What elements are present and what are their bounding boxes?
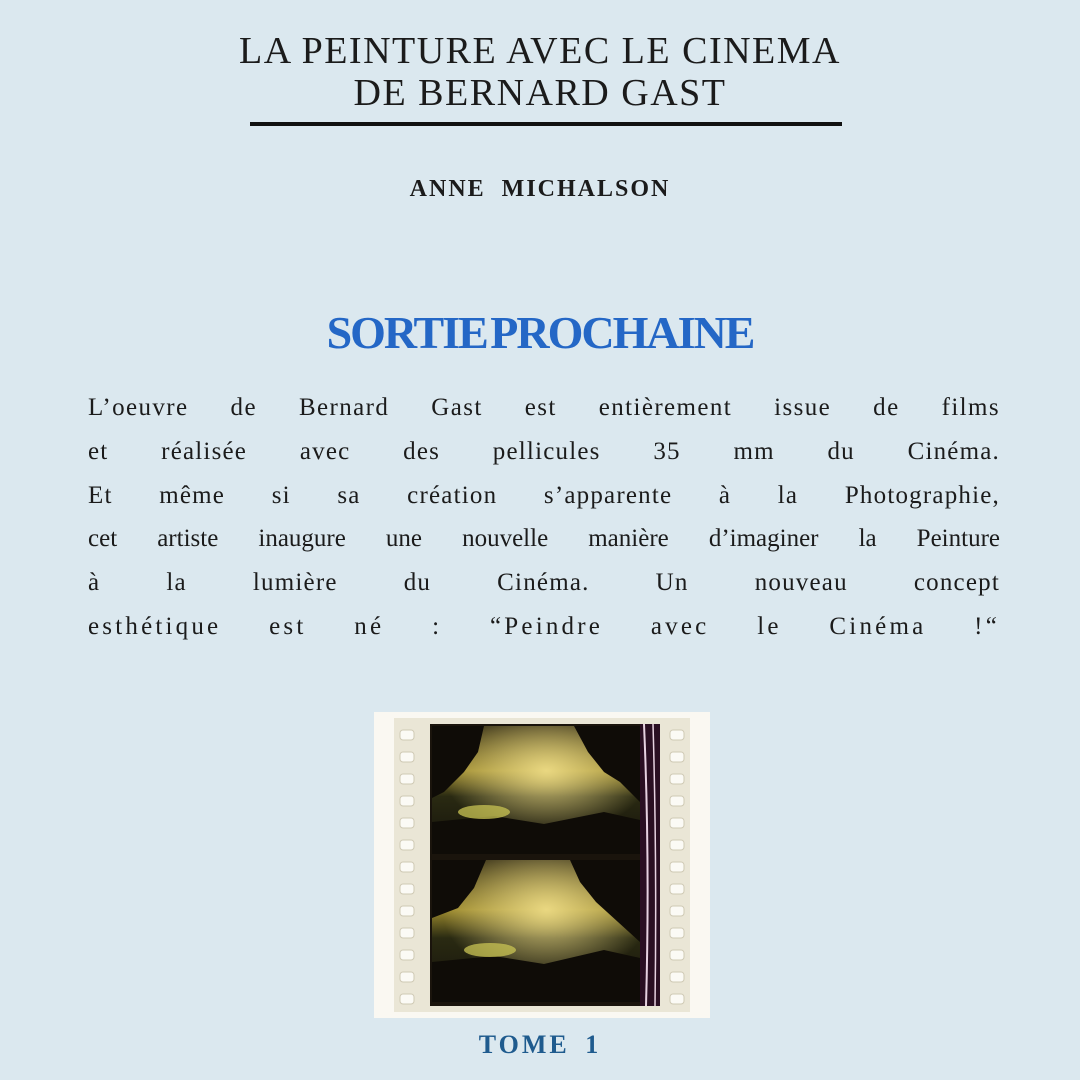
paragraph-line: Et même si sa création s’apparente à la Photographie,	[88, 481, 1000, 509]
description-paragraph	[88, 386, 1000, 649]
title-line-2: DE BERNARD GAST	[353, 72, 727, 114]
paragraph-line: et réalisée avec des pellicules 35 mm du Cinéma.	[88, 437, 1000, 465]
author-name: ANNE MICHALSON	[409, 176, 671, 202]
release-headline: SORTIE PROCHAINE	[326, 307, 754, 358]
book-title	[0, 30, 1080, 114]
paragraph-line: esthétique est né : “Peindre avec le Cinéma !“	[88, 612, 1000, 640]
film-strip-illustration	[374, 712, 710, 1018]
title-line-1: LA PEINTURE AVEC LE CINEMA	[239, 30, 841, 72]
volume-label: TOME 1	[478, 1030, 602, 1059]
paragraph-line: cet artiste inaugure une nouvelle manière d’imaginer la Peinture	[88, 525, 1000, 553]
paragraph-line: L’oeuvre de Bernard Gast est entièrement issue de films	[88, 394, 1000, 421]
title-divider	[250, 122, 842, 126]
paragraph-line: à la lumière du Cinéma. Un nouveau concept	[88, 569, 1000, 597]
film-strip-image	[374, 712, 710, 1018]
